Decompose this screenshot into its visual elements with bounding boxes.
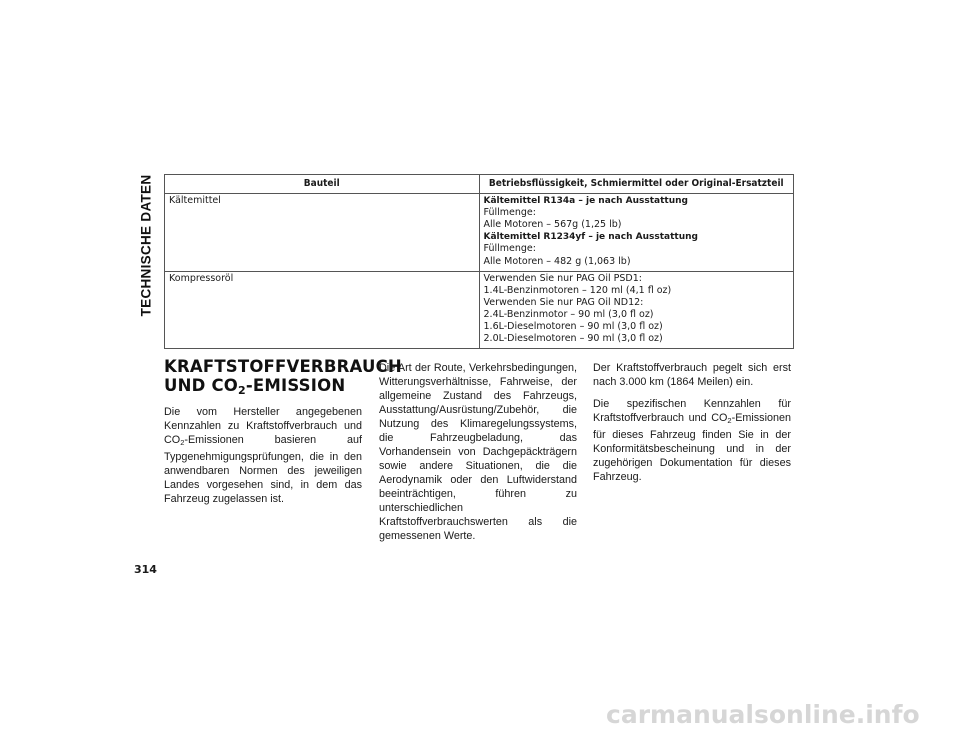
fluid-line: Alle Motoren – 482 g (1,063 lb) [483,255,631,267]
heading-line-2 [164,376,402,400]
cell-component: Kältemittel [165,194,480,272]
watermark: carmanualsonline.info [606,700,920,729]
paragraph-text: -Emissionen für dieses Fahrzeug finden Sie in der Konformitätsbescheinung und in der zugehörigen Dokumentation für dieses Fahrzeug. [593,412,791,483]
paragraph: Der Kraftstoffverbrauch pegelt sich erst nach 3.000 km (1864 Meilen) ein. [593,362,791,388]
text-column-1 [164,405,362,514]
paragraph: Die Art der Route, Verkehrsbedingungen, Witterungsverhältnisse, Fahrweise, der allgemeine Zustand des Fahrzeugs, Ausstattung/Ausrüstung/Zubehör, die Nutzung des Klimaregelungssystems, die Fahrzeugbeladung, das Vorhandensein von Dachgepäckträgern sowie andere Situationen, die die Aerodynamik oder den Luftwiderstand beeinträchtigen, führen zu unterschiedlichen Kraftstoffverbrauchswerten als die gemessenen Werte. [379,362,577,542]
fluid-line: Füllmenge: [483,243,536,255]
column-header-component: Bauteil [165,175,480,194]
fluids-table [164,174,794,349]
cell-component: Kompressoröl [165,271,480,349]
column-header-fluid: Betriebsflüssigkeit, Schmiermittel oder Original-Ersatzteil [479,175,794,194]
fluid-line: 2.0L-Dieselmotoren – 90 ml (3,0 fl oz) [483,333,663,345]
section-side-label [136,172,156,318]
fluid-line: Füllmenge: [483,207,536,219]
paragraph [164,405,362,506]
heading-text: UND CO [164,376,238,395]
cell-fluid [479,271,794,349]
paragraph-text: Die vom Hersteller angegebenen Kennzahlen zu Kraftstoffverbrauch und CO [164,406,362,446]
fluid-line: Verwenden Sie nur PAG Oil PSD1: [483,272,642,284]
text-column-2 [379,361,577,551]
fluid-line: Kältemittel R1234yf – je nach Ausstattung [483,232,698,243]
page-number: 314 [134,563,157,576]
subscript: 2 [727,416,732,425]
side-label-text: TECHNISCHE DATEN [138,174,154,316]
paragraph-text: -Emissionen basieren auf Typgenehmigungsprüfungen, die in den anwendbaren Normen des jeweiligen Landes vorgesehen sind, in dem das Fahrzeug zugelassen ist. [164,434,362,505]
fluid-line: Kältemittel R134a – je nach Ausstattung [483,196,688,207]
fluid-line: 1.4L-Benzinmotoren – 120 ml (4,1 fl oz) [483,284,672,296]
paragraph-text: Die spezifischen Kennzahlen für Kraftstoffverbrauch und CO [593,398,791,424]
subscript: 2 [237,384,246,397]
heading-line-1: KRAFTSTOFFVERBRAUCH [164,357,402,376]
fluid-line: Alle Motoren – 567g (1,25 lb) [483,219,622,231]
table-row [165,271,794,349]
text-column-3 [593,361,791,492]
heading-text: -EMISSION [245,376,346,395]
paragraph [593,397,791,484]
subscript: 2 [180,438,185,447]
cell-fluid [479,194,794,272]
fluid-line: 2.4L-Benzinmotor – 90 ml (3,0 fl oz) [483,308,654,320]
table-header-row [165,175,794,194]
fluid-line: Verwenden Sie nur PAG Oil ND12: [483,296,644,308]
fluid-line: 1.6L-Dieselmotoren – 90 ml (3,0 fl oz) [483,321,663,333]
section-heading [164,357,402,400]
table-row [165,194,794,272]
